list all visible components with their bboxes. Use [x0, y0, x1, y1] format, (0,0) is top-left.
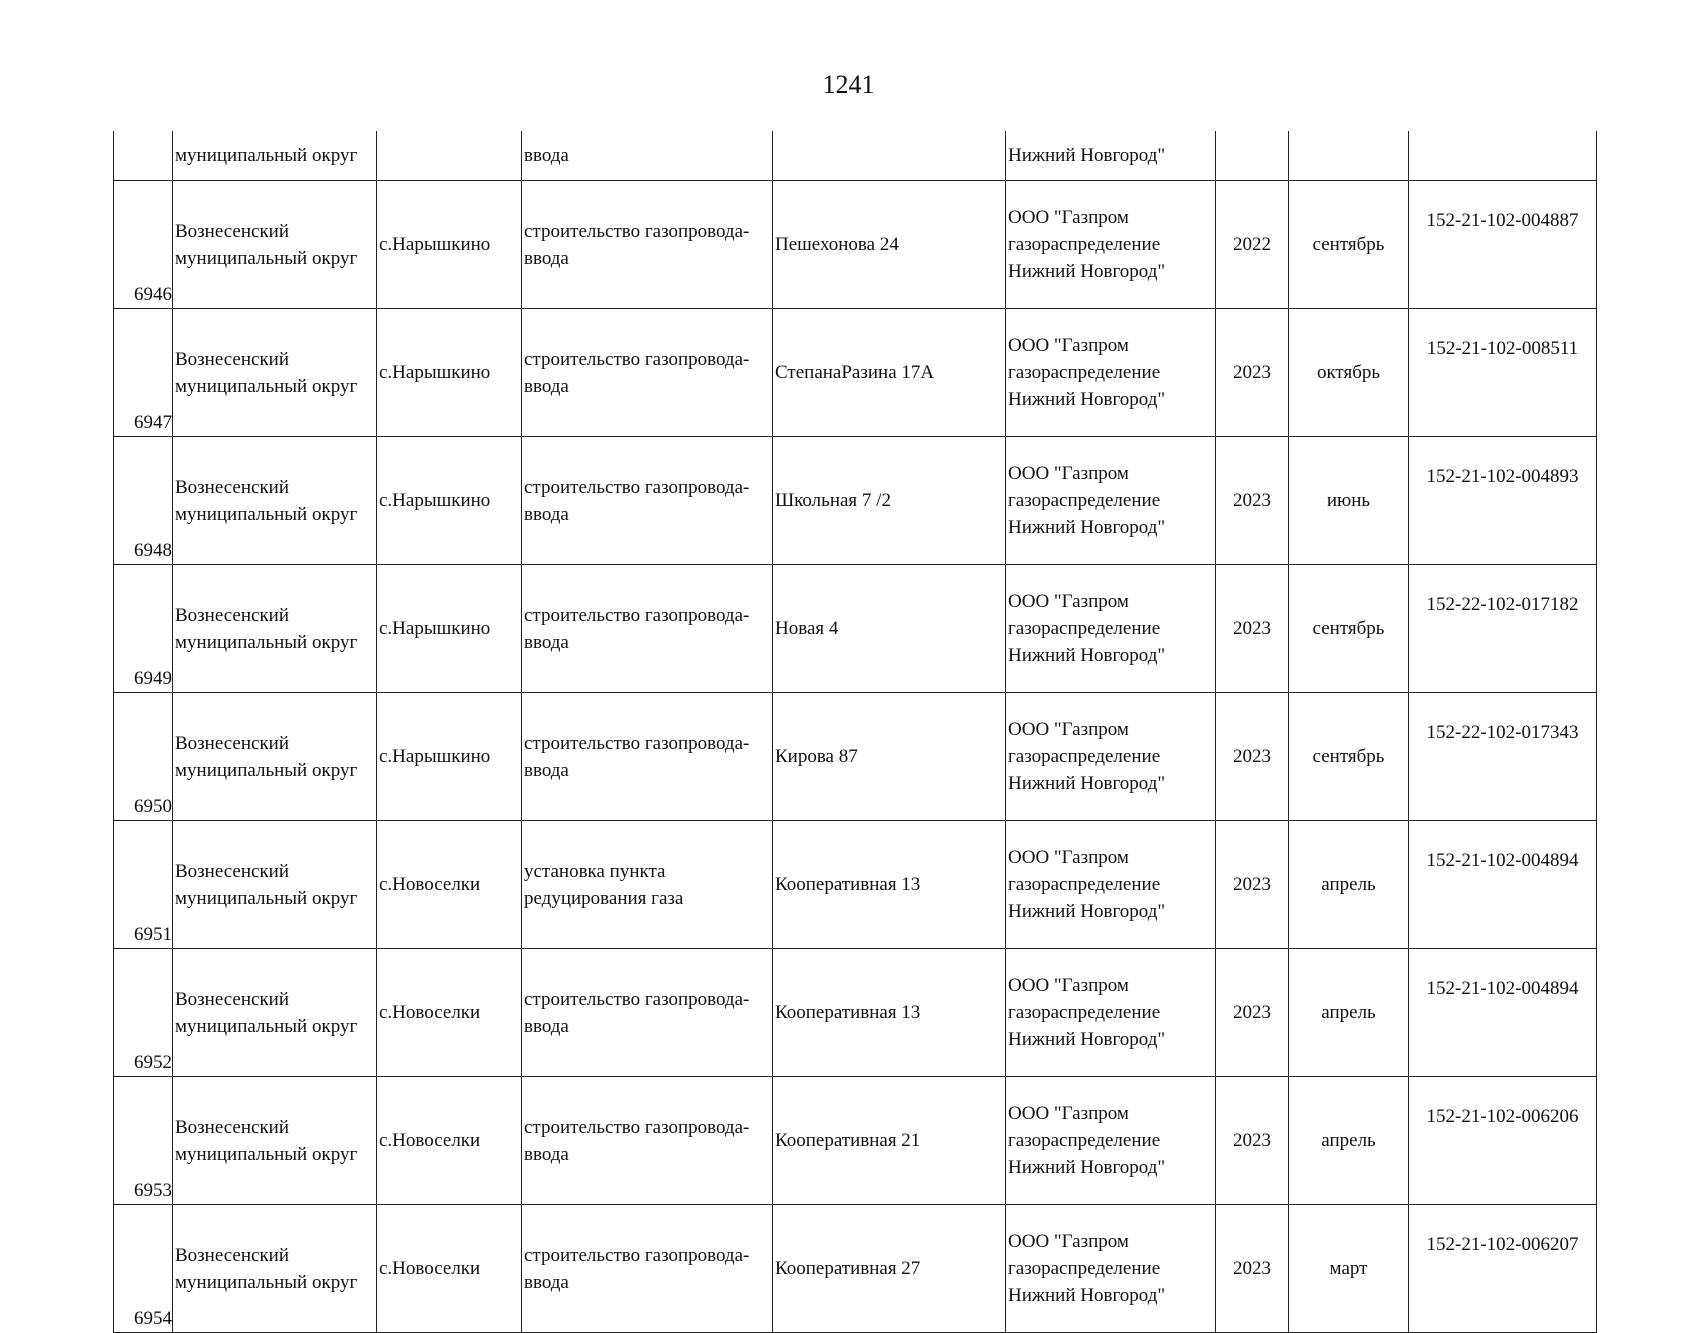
cell-year: 2023: [1216, 309, 1289, 437]
cell-settlement: с.Нарышкино: [377, 693, 522, 821]
cell-work-type: строительство газопровода-ввода: [522, 565, 773, 693]
cell-month: июнь: [1289, 437, 1409, 565]
table-row: [114, 181, 1597, 309]
table-row: [114, 309, 1597, 437]
cell-district: Вознесенский муниципальный округ: [173, 565, 377, 693]
cell-organization: ООО "Газпром газораспределение Нижний Новгород": [1006, 1077, 1216, 1205]
cell-organization: ООО "Газпром газораспределение Нижний Новгород": [1006, 821, 1216, 949]
cell-address: [773, 131, 1006, 181]
cell-settlement: с.Нарышкино: [377, 565, 522, 693]
table-body: [114, 131, 1597, 1333]
table-row: [114, 693, 1597, 821]
cell-work-type: строительство газопровода-ввода: [522, 181, 773, 309]
cell-code: 152-21-102-004887: [1409, 181, 1597, 309]
cell-settlement: с.Нарышкино: [377, 437, 522, 565]
cell-number: 6948: [114, 437, 173, 565]
cell-number: 6951: [114, 821, 173, 949]
cell-district: Вознесенский муниципальный округ: [173, 693, 377, 821]
cell-district: Вознесенский муниципальный округ: [173, 821, 377, 949]
cell-settlement: [377, 131, 522, 181]
cell-code: 152-21-102-008511: [1409, 309, 1597, 437]
cell-number: 6952: [114, 949, 173, 1077]
cell-address: Кооперативная 13: [773, 949, 1006, 1077]
cell-number: 6950: [114, 693, 173, 821]
cell-year: 2023: [1216, 693, 1289, 821]
table-row: [114, 1205, 1597, 1333]
cell-organization: Нижний Новгород": [1006, 131, 1216, 181]
cell-address: Кооперативная 21: [773, 1077, 1006, 1205]
cell-month: [1289, 131, 1409, 181]
cell-month: март: [1289, 1205, 1409, 1333]
cell-code: 152-22-102-017343: [1409, 693, 1597, 821]
cell-district: муниципальный округ: [173, 131, 377, 181]
table-row: [114, 821, 1597, 949]
cell-work-type: строительство газопровода-ввода: [522, 309, 773, 437]
cell-district: Вознесенский муниципальный округ: [173, 181, 377, 309]
cell-district: Вознесенский муниципальный округ: [173, 949, 377, 1077]
table-row: [114, 1077, 1597, 1205]
cell-number: [114, 131, 173, 181]
cell-year: 2023: [1216, 1205, 1289, 1333]
cell-code: 152-22-102-017182: [1409, 565, 1597, 693]
cell-number: 6949: [114, 565, 173, 693]
cell-organization: ООО "Газпром газораспределение Нижний Новгород": [1006, 309, 1216, 437]
cell-year: 2023: [1216, 949, 1289, 1077]
cell-number: 6947: [114, 309, 173, 437]
cell-code: 152-21-102-006207: [1409, 1205, 1597, 1333]
cell-district: Вознесенский муниципальный округ: [173, 1205, 377, 1333]
cell-month: апрель: [1289, 949, 1409, 1077]
cell-organization: ООО "Газпром газораспределение Нижний Новгород": [1006, 437, 1216, 565]
cell-work-type: строительство газопровода-ввода: [522, 1077, 773, 1205]
cell-month: сентябрь: [1289, 181, 1409, 309]
cell-number: 6954: [114, 1205, 173, 1333]
table-row: [114, 949, 1597, 1077]
cell-organization: ООО "Газпром газораспределение Нижний Новгород": [1006, 693, 1216, 821]
cell-settlement: с.Новоселки: [377, 821, 522, 949]
cell-year: 2023: [1216, 437, 1289, 565]
cell-address: СтепанаРазина 17А: [773, 309, 1006, 437]
cell-settlement: с.Нарышкино: [377, 181, 522, 309]
cell-district: Вознесенский муниципальный округ: [173, 1077, 377, 1205]
cell-month: октябрь: [1289, 309, 1409, 437]
cell-address: Кооперативная 27: [773, 1205, 1006, 1333]
cell-organization: ООО "Газпром газораспределение Нижний Новгород": [1006, 565, 1216, 693]
table-row: [114, 565, 1597, 693]
table-row-continuation: [114, 131, 1597, 181]
cell-organization: ООО "Газпром газораспределение Нижний Новгород": [1006, 181, 1216, 309]
cell-work-type: строительство газопровода-ввода: [522, 693, 773, 821]
cell-work-type: строительство газопровода-ввода: [522, 949, 773, 1077]
cell-month: апрель: [1289, 1077, 1409, 1205]
cell-organization: ООО "Газпром газораспределение Нижний Новгород": [1006, 1205, 1216, 1333]
cell-address: Новая 4: [773, 565, 1006, 693]
cell-month: сентябрь: [1289, 565, 1409, 693]
page-number: 1241: [822, 70, 875, 99]
cell-work-type: строительство газопровода-ввода: [522, 1205, 773, 1333]
cell-code: [1409, 131, 1597, 181]
cell-year: [1216, 131, 1289, 181]
registry-table: [113, 131, 1597, 1333]
cell-code: 152-21-102-004894: [1409, 821, 1597, 949]
cell-settlement: с.Новоселки: [377, 1077, 522, 1205]
cell-year: 2023: [1216, 565, 1289, 693]
cell-number: 6953: [114, 1077, 173, 1205]
cell-work-type: установка пункта редуцирования газа: [522, 821, 773, 949]
cell-address: Кооперативная 13: [773, 821, 1006, 949]
cell-address: Пешехонова 24: [773, 181, 1006, 309]
cell-district: Вознесенский муниципальный округ: [173, 437, 377, 565]
table-row: [114, 437, 1597, 565]
cell-district: Вознесенский муниципальный округ: [173, 309, 377, 437]
cell-work-type: строительство газопровода-ввода: [522, 437, 773, 565]
cell-year: 2023: [1216, 1077, 1289, 1205]
cell-settlement: с.Новоселки: [377, 1205, 522, 1333]
cell-month: сентябрь: [1289, 693, 1409, 821]
cell-code: 152-21-102-004893: [1409, 437, 1597, 565]
cell-work-type: ввода: [522, 131, 773, 181]
cell-code: 152-21-102-006206: [1409, 1077, 1597, 1205]
cell-number: 6946: [114, 181, 173, 309]
cell-month: апрель: [1289, 821, 1409, 949]
cell-settlement: с.Нарышкино: [377, 309, 522, 437]
cell-address: Кирова 87: [773, 693, 1006, 821]
cell-code: 152-21-102-004894: [1409, 949, 1597, 1077]
cell-year: 2022: [1216, 181, 1289, 309]
cell-year: 2023: [1216, 821, 1289, 949]
cell-organization: ООО "Газпром газораспределение Нижний Новгород": [1006, 949, 1216, 1077]
cell-address: Школьная 7 /2: [773, 437, 1006, 565]
cell-settlement: с.Новоселки: [377, 949, 522, 1077]
